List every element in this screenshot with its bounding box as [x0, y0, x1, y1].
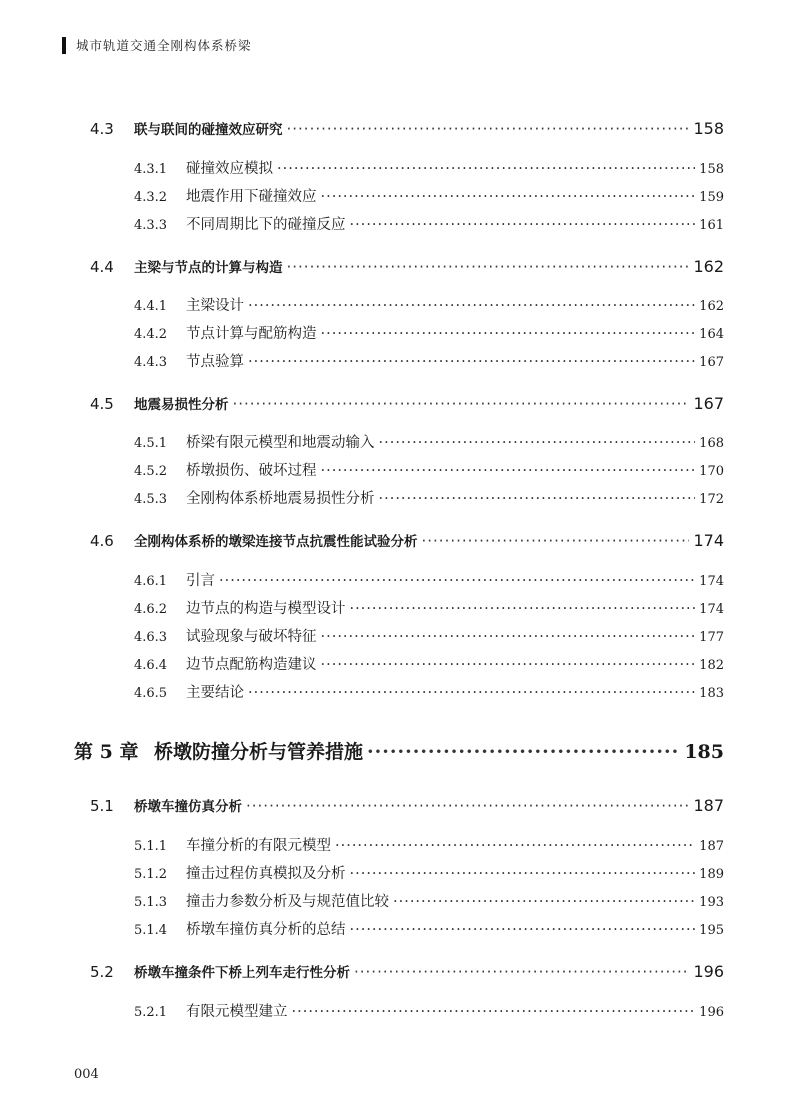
dot-leader [248, 354, 695, 370]
toc-title: 主要结论 [186, 685, 244, 701]
dot-leader [354, 963, 689, 981]
toc-title: 主梁与节点的计算与构造 [134, 260, 283, 276]
toc-number: 4.6.3 [134, 630, 168, 645]
header-bar [62, 37, 66, 54]
toc-title: 桥梁有限元模型和地震动输入 [186, 435, 375, 451]
dot-leader [350, 601, 696, 617]
toc-page-number: 162 [699, 299, 724, 314]
toc-number: 4.4.1 [134, 299, 168, 314]
toc-title: 车撞分析的有限元模型 [186, 838, 331, 854]
toc-number: 4.3 [90, 120, 114, 138]
toc-title: 不同周期比下的碰撞反应 [186, 217, 346, 233]
toc-number: 4.3.3 [134, 218, 168, 233]
toc-page-number: 193 [699, 895, 724, 910]
toc-number: 5.2.1 [134, 1005, 168, 1020]
dot-leader [248, 298, 695, 314]
toc-title: 桥墩车撞仿真分析 [134, 799, 242, 815]
toc-number: 5.1.4 [134, 923, 168, 938]
toc-number: 4.6.2 [134, 602, 168, 617]
toc-page-number: 174 [699, 574, 724, 589]
toc-entry-section[interactable] [90, 961, 724, 981]
chapter-title: 桥墩防撞分析与管养措施 [154, 741, 364, 763]
dot-leader [219, 573, 695, 589]
toc-page-number: 167 [699, 355, 724, 370]
page-number: 004 [74, 1067, 99, 1082]
toc-title: 联与联间的碰撞效应研究 [134, 122, 283, 138]
toc-number: 5.1.1 [134, 839, 168, 854]
dot-leader [321, 657, 696, 673]
toc-title: 引言 [186, 573, 215, 589]
toc-number: 4.6.4 [134, 658, 168, 673]
toc-entry-subsection[interactable] [134, 625, 724, 646]
toc-page-number: 187 [693, 796, 724, 815]
toc-title: 碰撞效应模拟 [186, 161, 273, 177]
toc-entry-subsection[interactable] [134, 597, 724, 618]
toc-page-number: 172 [699, 492, 724, 507]
toc-title: 桥墩车撞仿真分析的总结 [186, 922, 346, 938]
toc-title: 全刚构体系桥地震易损性分析 [186, 491, 375, 507]
toc-page-number: 185 [684, 741, 724, 763]
toc-number: 4.6.5 [134, 686, 168, 701]
toc-title: 边节点的构造与模型设计 [186, 601, 346, 617]
toc-title: 节点计算与配筋构造 [186, 326, 317, 342]
toc-entry-subsection[interactable] [134, 890, 724, 911]
toc-number: 4.5.3 [134, 492, 168, 507]
toc-page-number: 162 [693, 257, 724, 276]
dot-leader [321, 629, 696, 645]
toc-title: 桥墩损伤、破坏过程 [186, 463, 317, 479]
toc-title: 撞击力参数分析及与规范值比较 [186, 894, 389, 910]
toc-page-number: 164 [699, 327, 724, 342]
toc-page-number: 159 [699, 190, 724, 205]
dot-leader [321, 463, 696, 479]
dot-leader [335, 838, 695, 854]
dot-leader [350, 922, 696, 938]
dot-leader [379, 435, 696, 451]
toc-entry-chapter[interactable] [74, 737, 724, 764]
toc-title: 试验现象与破坏特征 [186, 629, 317, 645]
toc-page-number: 196 [693, 962, 724, 981]
book-title: 城市轨道交通全刚构体系桥梁 [76, 38, 252, 53]
toc-page-number: 161 [699, 218, 724, 233]
dot-leader [287, 258, 690, 276]
toc-number: 5.1.3 [134, 895, 168, 910]
dot-leader [321, 326, 696, 342]
toc-entry-subsection[interactable] [134, 834, 724, 855]
toc-number: 4.6.1 [134, 574, 168, 589]
toc-page-number: 158 [699, 162, 724, 177]
dot-leader [350, 217, 696, 233]
dot-leader [292, 1004, 696, 1020]
dot-leader [248, 685, 695, 701]
toc-entry-subsection[interactable] [134, 569, 724, 590]
toc-number: 4.5 [90, 395, 114, 413]
toc-number: 4.6 [90, 532, 114, 550]
toc-entry-section[interactable] [90, 795, 724, 815]
toc-entry-section[interactable] [90, 256, 724, 276]
dot-leader [367, 741, 680, 763]
dot-leader [393, 894, 695, 910]
toc-number: 4.5.1 [134, 436, 168, 451]
dot-leader [321, 189, 696, 205]
toc-entry-subsection[interactable] [134, 157, 724, 178]
toc-entry-subsection[interactable] [134, 185, 724, 206]
toc-page-number: 168 [699, 436, 724, 451]
running-header [62, 36, 252, 54]
toc-entry-section[interactable] [90, 393, 724, 413]
toc-title: 节点验算 [186, 354, 244, 370]
toc-number: 4.4.3 [134, 355, 168, 370]
toc-title: 有限元模型建立 [186, 1004, 288, 1020]
toc-title: 边节点配筋构造建议 [186, 657, 317, 673]
dot-leader [246, 797, 689, 815]
toc-page-number: 174 [693, 531, 724, 550]
toc-number: 5.2 [90, 963, 114, 981]
toc-entry-subsection[interactable] [134, 862, 724, 883]
toc-number: 4.3.1 [134, 162, 168, 177]
dot-leader [422, 532, 690, 550]
toc-page-number: 174 [699, 602, 724, 617]
toc-page-number: 187 [699, 839, 724, 854]
toc-page-number: 177 [699, 630, 724, 645]
dot-leader [277, 161, 695, 177]
toc-number: 4.4.2 [134, 327, 168, 342]
toc-number: 5.1.2 [134, 867, 168, 882]
toc-entry-subsection[interactable] [134, 213, 724, 234]
chapter-number: 第 5 章 [74, 741, 139, 763]
toc-entry-section[interactable] [90, 530, 724, 550]
toc-page-number: 196 [699, 1005, 724, 1020]
toc-entry-section[interactable] [90, 118, 724, 138]
toc-page-number: 167 [693, 394, 724, 413]
toc-number: 5.1 [90, 797, 114, 815]
toc-entry-subsection[interactable] [134, 322, 724, 343]
toc-title: 地震易损性分析 [134, 397, 229, 413]
toc-title: 桥墩车撞条件下桥上列车走行性分析 [134, 965, 350, 981]
toc-title: 主梁设计 [186, 298, 244, 314]
toc-title: 地震作用下碰撞效应 [186, 189, 317, 205]
toc-entry-subsection[interactable] [134, 294, 724, 315]
toc-entry-subsection[interactable] [134, 350, 724, 371]
dot-leader [350, 866, 696, 882]
toc-page-number: 195 [699, 923, 724, 938]
toc-title: 全刚构体系桥的墩梁连接节点抗震性能试验分析 [134, 534, 418, 550]
toc-page-number: 183 [699, 686, 724, 701]
toc-number: 4.4 [90, 258, 114, 276]
toc-entry-subsection[interactable] [134, 431, 724, 452]
toc-page-number: 158 [693, 119, 724, 138]
toc-page-number: 189 [699, 867, 724, 882]
dot-leader [379, 491, 696, 507]
dot-leader [287, 120, 690, 138]
toc-entry-subsection[interactable] [134, 681, 724, 702]
toc-entry-subsection[interactable] [134, 1000, 724, 1021]
toc-title: 撞击过程仿真模拟及分析 [186, 866, 346, 882]
toc-entry-subsection[interactable] [134, 653, 724, 674]
toc-page-number: 182 [699, 658, 724, 673]
toc-number: 4.5.2 [134, 464, 168, 479]
toc-entry-subsection[interactable] [134, 487, 724, 508]
dot-leader [233, 395, 690, 413]
toc-page-number: 170 [699, 464, 724, 479]
toc-entry-subsection[interactable] [134, 918, 724, 939]
toc-number: 4.3.2 [134, 190, 168, 205]
toc-entry-subsection[interactable] [134, 459, 724, 480]
